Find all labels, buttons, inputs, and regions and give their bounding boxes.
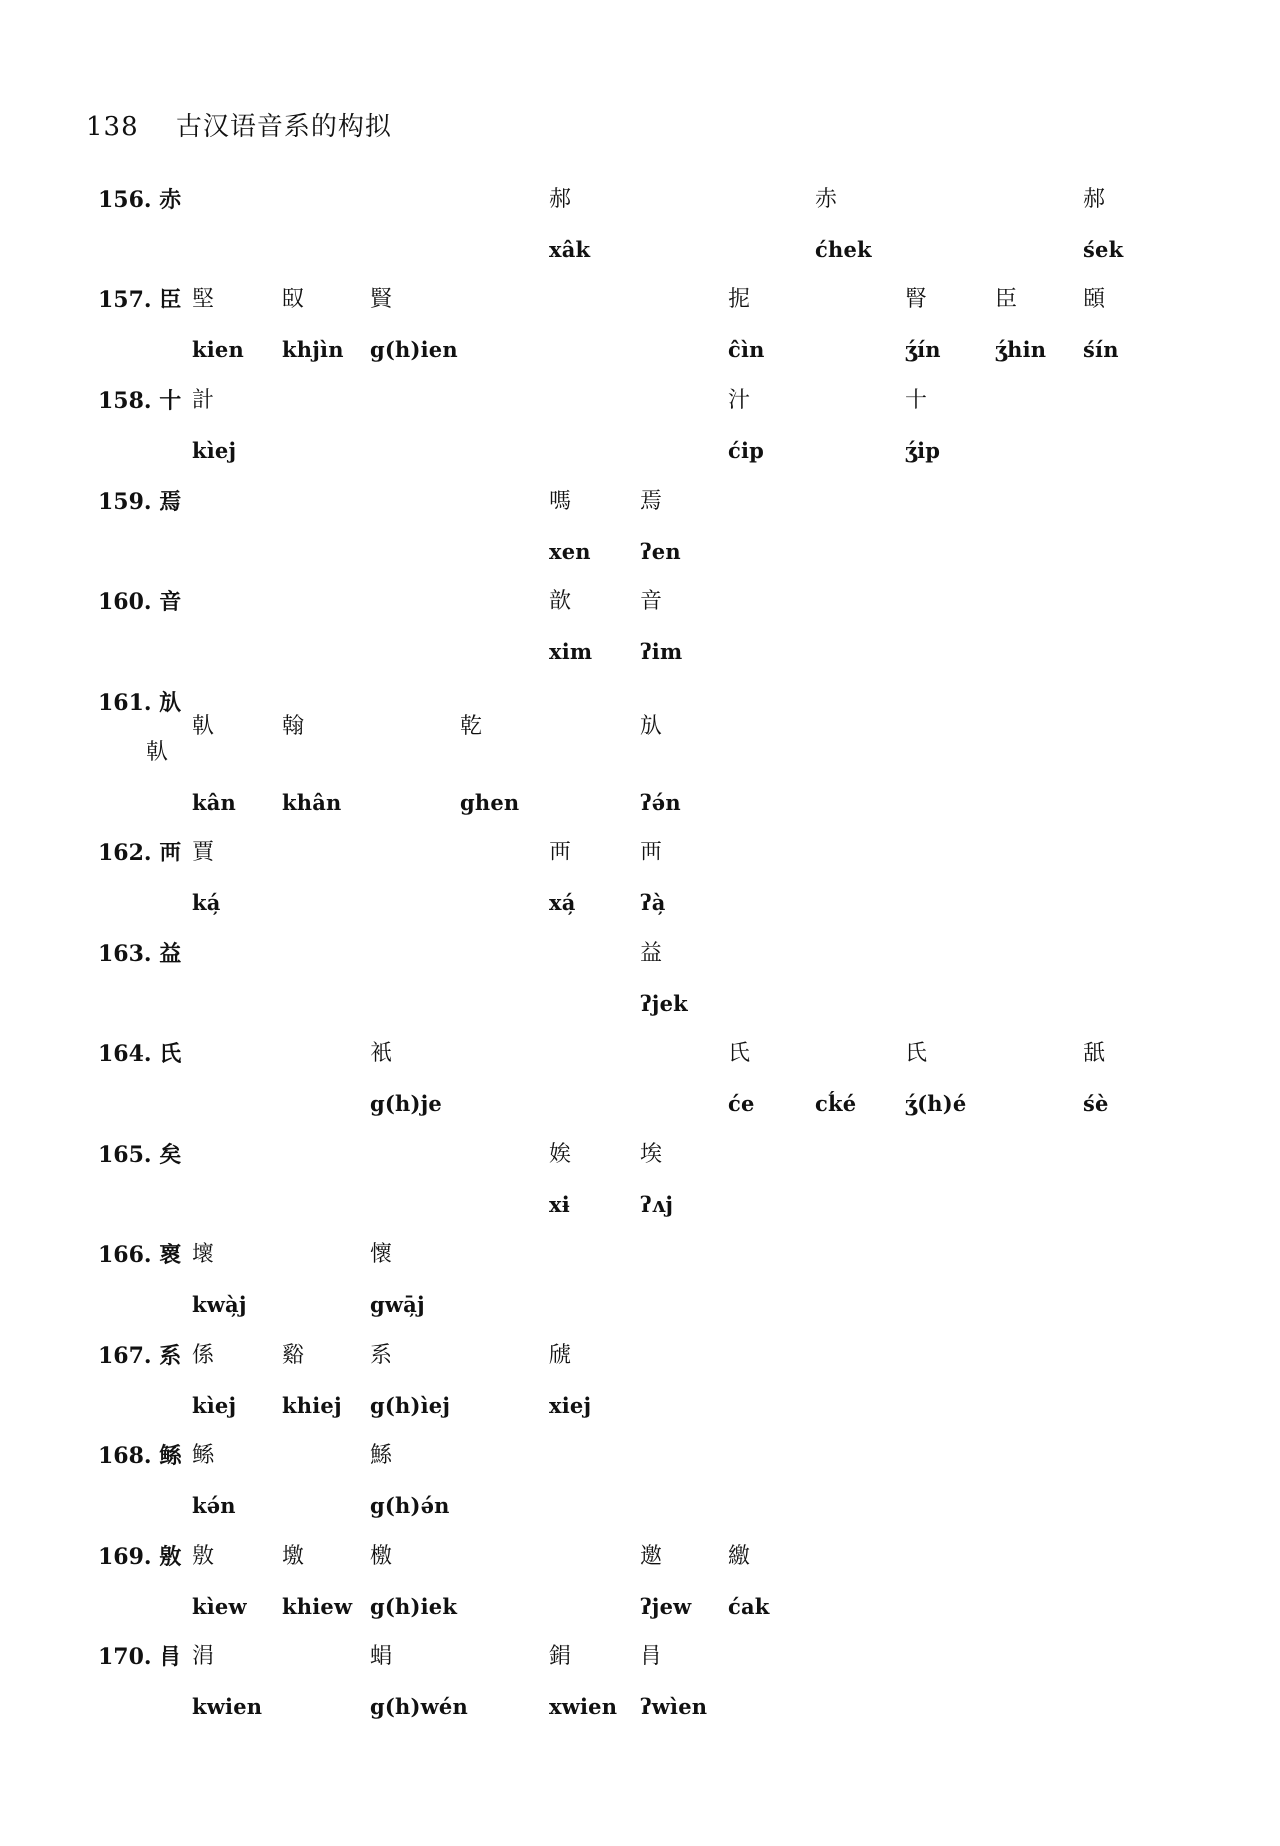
entry-label: 162. 襾: [98, 840, 182, 866]
character-cell: 氏: [905, 1041, 928, 1066]
table-row: [0, 783, 1280, 823]
character-cell: 衹: [370, 1041, 393, 1066]
reconstruction-cell: xwien: [549, 1694, 618, 1719]
reconstruction-cell: khiej: [282, 1393, 342, 1418]
reconstruction-cell: śè: [1083, 1091, 1109, 1116]
character-cell: 鲧: [192, 1443, 215, 1468]
reconstruction-cell: g(h)ə́n: [370, 1493, 450, 1518]
character-cell: 臤: [282, 287, 305, 312]
entry-label: 169. 敫: [98, 1544, 182, 1570]
reconstruction-cell: g(h)iek: [370, 1594, 458, 1619]
table-row: [0, 1386, 1280, 1426]
reconstruction-cell: ćak: [728, 1594, 770, 1619]
character-cell: 焉: [640, 489, 663, 514]
character-cell: 嗎: [549, 489, 572, 514]
character-cell: 頣: [1083, 287, 1106, 312]
table-row: [0, 733, 1280, 773]
table-row: [0, 1285, 1280, 1325]
character-cell: 十: [905, 388, 928, 413]
table-row: [0, 431, 1280, 471]
reconstruction-cell: xâk: [549, 237, 591, 262]
table-row: [0, 180, 1280, 220]
character-cell: 倝: [146, 740, 169, 765]
page-number: 138: [86, 112, 139, 142]
character-cell: 腎: [905, 287, 928, 312]
reconstruction-cell: kân: [192, 790, 237, 815]
reconstruction-cell: śek: [1083, 237, 1124, 262]
character-cell: 乾: [460, 714, 483, 739]
reconstruction-cell: xiej: [549, 1393, 592, 1418]
table-row: [0, 1135, 1280, 1175]
character-cell: 音: [640, 589, 663, 614]
chapter-title: 古汉语音系的构拟: [175, 112, 392, 142]
reconstruction-cell: kə́n: [192, 1493, 236, 1518]
reconstruction-cell: ćip: [728, 438, 765, 463]
character-cell: 計: [192, 388, 215, 413]
character-cell: 涓: [192, 1644, 215, 1669]
entry-label: 158. 十: [98, 388, 182, 414]
entry-label: 165. 矣: [98, 1142, 182, 1168]
reconstruction-cell: cḱé: [815, 1091, 857, 1116]
character-cell: 襾: [640, 840, 663, 865]
character-cell: 赤: [815, 187, 838, 212]
reconstruction-cell: xen: [549, 539, 591, 564]
reconstruction-cell: ʒ́(h)é: [905, 1091, 967, 1116]
character-cell: 㫃: [640, 714, 663, 739]
table-row: [0, 934, 1280, 974]
character-cell: 鯀: [370, 1443, 393, 1468]
reconstruction-cell: ĉìn: [728, 337, 765, 362]
reconstruction-cell: ʔen: [640, 539, 681, 564]
table-row: [0, 984, 1280, 1024]
character-cell: 翰: [282, 714, 305, 739]
reconstruction-cell: ʔʌj: [640, 1192, 674, 1217]
table-row: [0, 532, 1280, 572]
reconstruction-cell: ʒ́ip: [905, 438, 941, 463]
reconstruction-cell: ghen: [460, 790, 520, 815]
reconstruction-cell: g(h)wén: [370, 1694, 468, 1719]
reconstruction-cell: ʔà̦: [640, 890, 666, 915]
table-row: [0, 230, 1280, 270]
character-cell: 壞: [192, 1242, 215, 1267]
character-cell: 歆: [549, 589, 572, 614]
reconstruction-cell: g(h)ìej: [370, 1393, 451, 1418]
character-cell: 倝: [192, 714, 215, 739]
reconstruction-cell: ká̦: [192, 890, 221, 915]
entry-label: 167. 系: [98, 1343, 182, 1369]
entry-label: 164. 氏: [98, 1041, 182, 1067]
character-cell: 抳: [728, 287, 751, 312]
table-row: [0, 1537, 1280, 1577]
reconstruction-cell: xɨ: [549, 1192, 570, 1217]
table-row: [0, 1436, 1280, 1476]
character-cell: 堅: [192, 287, 215, 312]
reconstruction-cell: khjìn: [282, 337, 344, 362]
character-cell: 懷: [370, 1242, 393, 1267]
table-row: [0, 582, 1280, 622]
character-cell: 系: [370, 1343, 393, 1368]
reconstruction-cell: khân: [282, 790, 342, 815]
character-cell: 肙: [640, 1644, 663, 1669]
reconstruction-cell: g(h)je: [370, 1091, 442, 1116]
reconstruction-cell: ʔjew: [640, 1594, 692, 1619]
reconstruction-cell: khiew: [282, 1594, 353, 1619]
table-row: [0, 1687, 1280, 1727]
character-cell: 檄: [370, 1544, 393, 1569]
character-cell: 繳: [728, 1544, 751, 1569]
entry-label: 156. 赤: [98, 187, 182, 213]
character-cell: 娭: [549, 1142, 572, 1167]
character-cell: 邀: [640, 1544, 663, 1569]
character-cell: 鋗: [549, 1644, 572, 1669]
character-cell: 係: [192, 1343, 215, 1368]
reconstruction-cell: gwā̦j: [370, 1292, 425, 1317]
character-cell: 埃: [640, 1142, 663, 1167]
table-row: [0, 1185, 1280, 1225]
entry-label: 161. 㫃: [98, 690, 182, 716]
character-cell: 臣: [995, 287, 1018, 312]
table-row: [0, 482, 1280, 522]
character-cell: 賈: [192, 840, 215, 865]
reconstruction-cell: xim: [549, 639, 593, 664]
reconstruction-cell: kwien: [192, 1694, 263, 1719]
reconstruction-cell: kien: [192, 337, 244, 362]
character-cell: 氏: [728, 1041, 751, 1066]
table-row: [0, 883, 1280, 923]
table-row: [0, 1486, 1280, 1526]
reconstruction-cell: ʔwìen: [640, 1694, 708, 1719]
character-cell: 郝: [549, 187, 572, 212]
character-cell: 舐: [1083, 1041, 1106, 1066]
table-row: [0, 1084, 1280, 1124]
character-cell: 郝: [1083, 187, 1106, 212]
table-row: [0, 1587, 1280, 1627]
reconstruction-cell: kwà̦j: [192, 1292, 247, 1317]
entry-label: 170. 肙: [98, 1644, 182, 1670]
entry-label: 159. 焉: [98, 489, 182, 515]
character-cell: 䖐: [549, 1343, 572, 1368]
reconstruction-cell: ʔə́n: [640, 790, 681, 815]
table-row: [0, 381, 1280, 421]
reconstruction-cell: g(h)ien: [370, 337, 458, 362]
character-cell: 賢: [370, 287, 393, 312]
table-row: [0, 1637, 1280, 1677]
reconstruction-cell: kìej: [192, 1393, 237, 1418]
reconstruction-cell: ćhek: [815, 237, 872, 262]
table-row: [0, 1034, 1280, 1074]
reconstruction-cell: ʒ́ín: [905, 337, 941, 362]
table-row: [0, 632, 1280, 672]
character-cell: 敫: [192, 1544, 215, 1569]
table-row: [0, 330, 1280, 370]
character-cell: 益: [640, 941, 663, 966]
reconstruction-cell: ʒ́hin: [995, 337, 1047, 362]
reconstruction-cell: ʔjek: [640, 991, 688, 1016]
character-cell: 蜎: [370, 1644, 393, 1669]
entry-label: 166. 褱: [98, 1242, 182, 1268]
table-row: [0, 1336, 1280, 1376]
table-row: [0, 1235, 1280, 1275]
entry-label: 168. 鲧: [98, 1443, 182, 1469]
reconstruction-cell: xá̦: [549, 890, 576, 915]
table-row: [0, 280, 1280, 320]
reconstruction-cell: kìej: [192, 438, 237, 463]
entry-label: 160. 音: [98, 589, 182, 615]
reconstruction-cell: ʔim: [640, 639, 683, 664]
character-cell: 墽: [282, 1544, 305, 1569]
entry-label: 163. 益: [98, 941, 182, 967]
reconstruction-cell: śín: [1083, 337, 1119, 362]
reconstruction-cell: kìew: [192, 1594, 247, 1619]
character-cell: 汁: [728, 388, 751, 413]
reconstruction-cell: će: [728, 1091, 755, 1116]
page-header: [86, 106, 392, 143]
table-row: [0, 833, 1280, 873]
character-cell: 襾: [549, 840, 572, 865]
character-cell: 谿: [282, 1343, 305, 1368]
entry-label: 157. 臣: [98, 287, 182, 313]
